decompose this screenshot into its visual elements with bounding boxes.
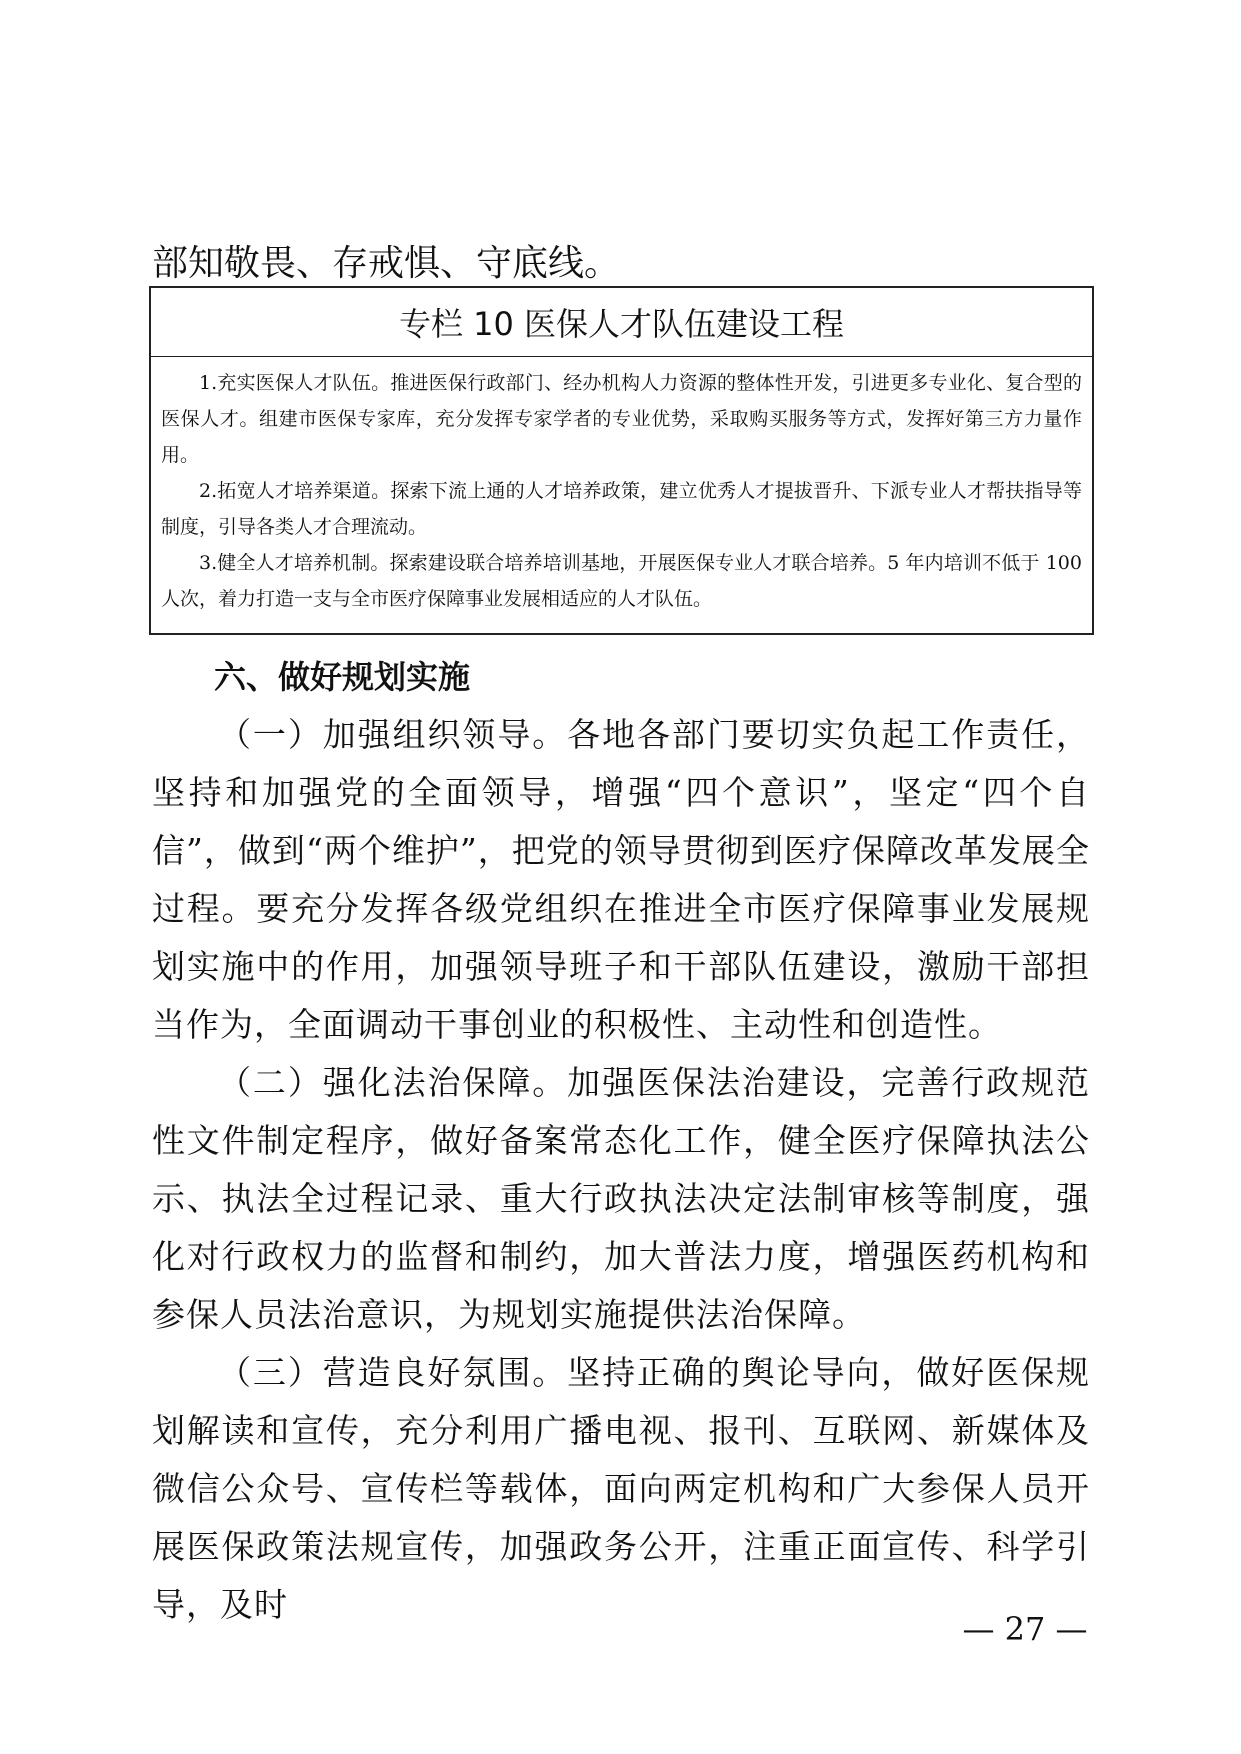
lead-text: 部知敬畏、存戒惧、守底线。 <box>152 243 621 284</box>
column-item: 2.拓宽人才培养渠道。探索下流上通的人才培养政策，建立优秀人才提拔晋升、下派专业人才帮扶指导等制度，引导各类人才合理流动。 <box>161 480 1082 538</box>
paragraph: （二）强化法治保障。加强医保法治建设，完善行政规范性文件制定程序，做好备案常态化工作，健全医疗保障执法公示、执法全过程记录、重大行政执法决定法制审核等制度，强化对行政权力的监督和制约，加大普法力度，增强医药机构和参保人员法治意识，为规划实施提供法治保障。 <box>152 1063 1090 1334</box>
column-box <box>149 286 1094 635</box>
page-number: — 27 — <box>962 1610 1088 1648</box>
section-implementation <box>152 648 1090 1634</box>
column-item: 3.健全人才培养机制。探索建设联合培养培训基地，开展医保专业人才联合培养。5 年内培训不低于 100 人次，着力打造一支与全市医疗保障事业发展相适应的人才队伍。 <box>161 552 1082 610</box>
paragraph: （一）加强组织领导。各地各部门要切实负起工作责任，坚持和加强党的全面领导，增强“四个意识”，坚定“四个自信”，做到“两个维护”，把党的领导贯彻到医疗保障改革发展全过程。要充分发挥各级党组织在推进全市医疗保障事业发展规划实施中的作用，加强领导班子和干部队伍建设，激励干部担当作为，全面调动干事创业的积极性、主动性和创造性。 <box>152 715 1090 1044</box>
column-box-body <box>151 357 1092 617</box>
column-box-title: 专栏 10 医保人才队伍建设工程 <box>151 288 1092 357</box>
section-heading: 六、做好规划实施 <box>214 658 471 696</box>
column-item: 1.充实医保人才队伍。推进医保行政部门、经办机构人力资源的整体性开发，引进更多专业化、复合型的医保人才。组建市医保专家库，充分发挥专家学者的专业优势，采取购买服务等方式，发挥好第三方力量作用。 <box>161 372 1082 466</box>
paragraph: （三）营造良好氛围。坚持正确的舆论导向，做好医保规划解读和宣传，充分利用广播电视、报刊、互联网、新媒体及微信公众号、宣传栏等载体，面向两定机构和广大参保人员开展医保政策法规宣传，加强政务公开，注重正面宣传、科学引导，及时 <box>152 1353 1090 1624</box>
